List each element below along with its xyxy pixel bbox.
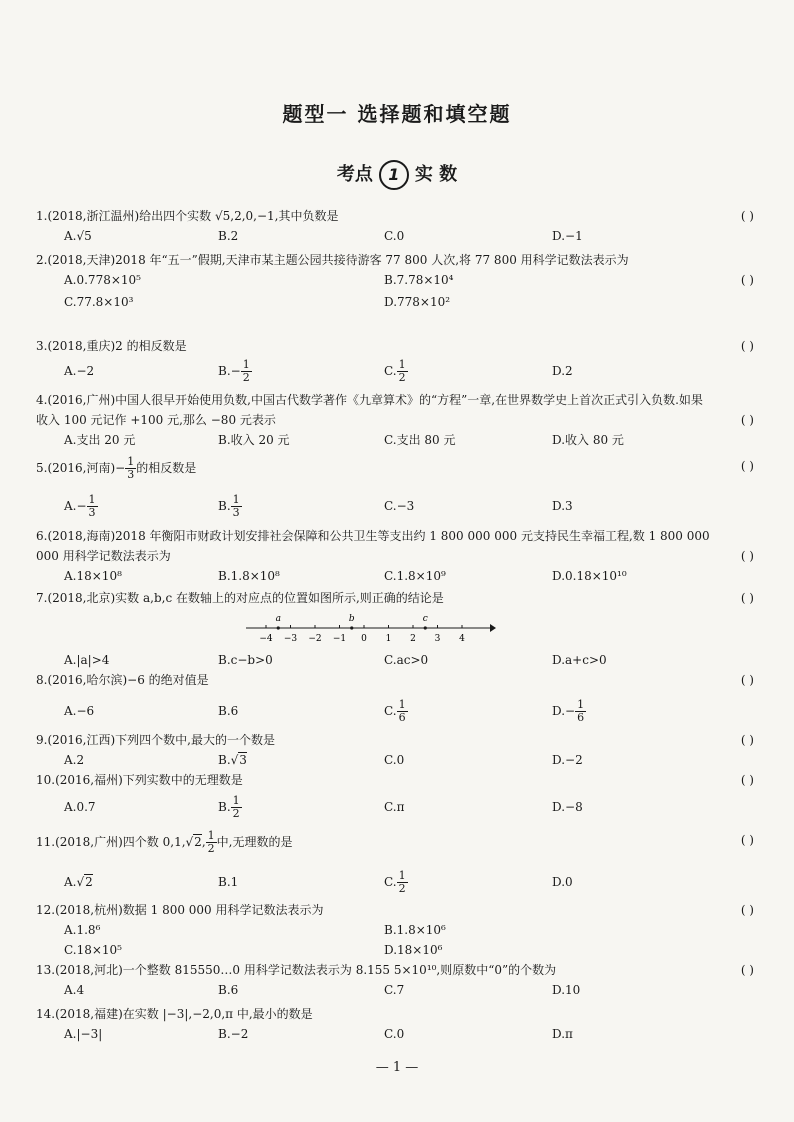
number-line-point-label: c (422, 614, 428, 624)
question-14 (36, 1004, 754, 1046)
number-line-figure (246, 612, 496, 648)
option-c: C.0 (384, 753, 405, 767)
question-stem: 9.(2016,江西)下列四个数中,最大的一个数是 (36, 733, 275, 747)
question-stem: 1.(2018,浙江温州)给出四个实数 √5,2,0,−1,其中负数是 (36, 209, 339, 223)
answer-bracket: ( ) (740, 209, 754, 223)
question-stem: 8.(2016,哈尔滨)−6 的绝对值是 (36, 673, 209, 687)
option-a: A.√2 (64, 875, 93, 889)
number-line-tick-label: 1 (385, 634, 392, 644)
option-c: C.18×10⁵ (64, 943, 122, 957)
number-line-tick-label: −1 (332, 634, 347, 644)
question-2 (36, 250, 754, 314)
option-d: D.−8 (552, 800, 583, 814)
option-c: C.π (384, 800, 405, 814)
option-b: B.2 (218, 229, 239, 243)
number-line-tick-label: 2 (410, 634, 416, 644)
answer-bracket: ( ) (740, 339, 754, 353)
option-a: A.0.778×10⁵ (64, 273, 141, 287)
option-b: B.7.78×10⁴ (384, 273, 454, 287)
number-line-tick-label: −2 (308, 634, 322, 644)
option-b: B.1 (218, 875, 239, 889)
option-b: B.6 (218, 983, 239, 997)
question-stem: 5.(2016,河南)− $\frac{1}{3}$ 的相反数是 (36, 455, 197, 481)
option-c: C. $\frac{1}{2}$ (384, 869, 406, 895)
option-c: C.1.8×10⁹ (384, 569, 446, 583)
number-line-point (350, 626, 353, 629)
question-stem: 12.(2018,杭州)数据 1 800 000 用科学记数法表示为 (36, 903, 324, 917)
number-line-tick-label: −4 (259, 634, 273, 644)
number-line-point (424, 626, 427, 629)
number-line-point (277, 626, 280, 629)
number-line-tick-label: 0 (361, 634, 367, 644)
number-line-point-label: a (275, 614, 281, 624)
question-5 (36, 456, 754, 523)
question-3 (36, 336, 754, 386)
number-line-point-label: b (348, 614, 355, 624)
page-title: 题型一 选择题和填空题 (282, 102, 512, 126)
option-c: C.7 (384, 983, 405, 997)
option-b: B.1.8×10⁶ (384, 923, 446, 937)
answer-bracket: ( ) (740, 413, 754, 427)
page-number: — 1 — (375, 1060, 419, 1075)
option-a: A.2 (64, 753, 85, 767)
answer-bracket: ( ) (740, 549, 754, 563)
section-heading-left: 考点 (336, 164, 373, 185)
option-b: B.−2 (218, 1027, 249, 1041)
option-c: C.ac>0 (384, 653, 429, 667)
answer-bracket: ( ) (740, 733, 754, 747)
option-d: D.18×10⁶ (384, 943, 443, 957)
option-a: A.0.7 (64, 800, 96, 814)
option-d: D.10 (552, 983, 581, 997)
option-b: B.1.8×10⁸ (218, 569, 280, 583)
question-stem: 3.(2018,重庆)2 的相反数是 (36, 339, 187, 353)
option-b: B.收入 20 元 (218, 433, 290, 447)
answer-bracket: ( ) (740, 963, 754, 977)
option-c: C.0 (384, 1027, 405, 1041)
number-line-tick-label: 3 (434, 634, 441, 644)
option-d: D.− $\frac{1}{6}$ (552, 698, 585, 724)
option-d: D.收入 80 元 (552, 433, 624, 447)
answer-bracket: ( ) (740, 591, 754, 605)
answer-bracket: ( ) (740, 273, 754, 287)
number-line-tick-label: −3 (283, 634, 298, 644)
option-b: B.6 (218, 704, 239, 718)
option-b: B. $\frac{1}{2}$ (218, 794, 240, 820)
section-heading-right: 实 数 (414, 164, 458, 185)
question-9 (36, 730, 754, 772)
answer-bracket: ( ) (740, 459, 754, 473)
option-b: B.√3 (218, 753, 247, 767)
option-c: C. $\frac{1}{6}$ (384, 698, 406, 724)
option-a: A.|a|>4 (64, 653, 110, 667)
option-d: D.−2 (552, 753, 583, 767)
number-line-arrow (490, 624, 496, 632)
question-11 (36, 830, 754, 899)
answer-bracket: ( ) (740, 833, 754, 847)
option-d: D.a+c>0 (552, 653, 607, 667)
option-c: C.−3 (384, 499, 415, 513)
question-13 (36, 960, 754, 1002)
option-c: C. $\frac{1}{2}$ (384, 358, 406, 384)
option-d: D.3 (552, 499, 573, 513)
option-a: A.−6 (64, 704, 95, 718)
option-a: A.−2 (64, 364, 95, 378)
answer-bracket: ( ) (740, 903, 754, 917)
answer-bracket: ( ) (740, 773, 754, 787)
question-stem: 10.(2016,福州)下列实数中的无理数是 (36, 773, 243, 787)
option-b: B.− $\frac{1}{2}$ (218, 358, 250, 384)
question-6 (36, 526, 754, 588)
option-d: D.−1 (552, 229, 583, 243)
option-a: A.18×10⁸ (64, 569, 122, 583)
option-a: A.√5 (64, 229, 92, 243)
question-4 (36, 390, 754, 452)
question-stem: 14.(2018,福建)在实数 |−3|,−2,0,π 中,最小的数是 (36, 1007, 313, 1021)
question-stem: 11.(2018,广州)四个数 0,1,√2, $\frac{1}{2}$ 中,无理数的是 (36, 829, 293, 855)
option-c: C.支出 80 元 (384, 433, 456, 447)
option-a: A.支出 20 元 (64, 433, 136, 447)
option-a: A.− $\frac{1}{3}$ (64, 493, 96, 519)
question-12 (36, 900, 754, 960)
section-number-badge: 1 (379, 160, 409, 190)
answer-bracket: ( ) (740, 673, 754, 687)
question-stem: 6.(2018,海南)2018 年衡阳市财政计划安排社会保障和公共卫生等支出约 1 800 000 000 元支持民生幸福工程,数 1 800 000 000 用科学记数法表示为 (36, 529, 710, 563)
option-d: D.0 (552, 875, 573, 889)
option-d: D.π (552, 1027, 573, 1041)
option-a: A.|−3| (64, 1027, 103, 1041)
question-1 (36, 206, 754, 248)
question-stem: 4.(2016,广州)中国人很早开始使用负数,中国古代数学著作《九章算术》的“方程”一章,在世界数学史上首次正式引入负数.如果收入 100 元记作 +100 元,那么 −80 元表示 (36, 393, 703, 427)
question-10 (36, 770, 754, 824)
option-a: A.1.8⁶ (64, 923, 101, 937)
option-b: B. $\frac{1}{3}$ (218, 493, 240, 519)
option-c: C.0 (384, 229, 405, 243)
option-d: D.2 (552, 364, 573, 378)
option-b: B.c−b>0 (218, 653, 273, 667)
section-heading (0, 160, 794, 190)
option-d: D.0.18×10¹⁰ (552, 569, 627, 583)
option-a: A.4 (64, 983, 85, 997)
question-stem: 2.(2018,天津)2018 年“五一”假期,天津市某主题公园共接待游客 77 800 人次,将 77 800 用科学记数法表示为 (36, 253, 629, 267)
question-stem: 13.(2018,河北)一个整数 815550…0 用科学记数法表示为 8.155 5×10¹⁰,则原数中“0”的个数为 (36, 963, 557, 977)
number-line-tick-label: 4 (459, 634, 465, 644)
option-d: D.778×10² (384, 295, 451, 309)
question-8 (36, 670, 754, 728)
question-stem: 7.(2018,北京)实数 a,b,c 在数轴上的对应点的位置如图所示,则正确的结论是 (36, 591, 444, 605)
option-c: C.77.8×10³ (64, 295, 134, 309)
